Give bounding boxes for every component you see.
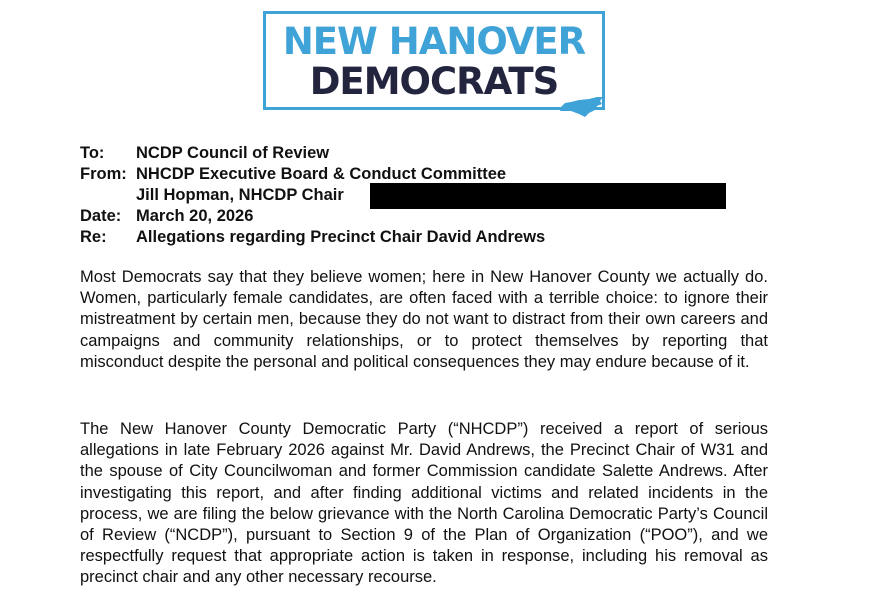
from-value-line1: NHCDP Executive Board & Conduct Committee (136, 165, 507, 183)
logo-line-new-hanover: NEW HANOVER (282, 20, 586, 63)
logo (263, 11, 605, 110)
north-carolina-map-icon (559, 96, 605, 118)
re-value: Allegations regarding Precinct Chair David Andrews (136, 228, 546, 246)
body-paragraph-1: Most Democrats say that they believe women; here in New Hanover County we actually do. Women, particularly female candidates, are often faced with a terrible choice: to ignore their mistreatment by certain men, because they do not want to distract from their own careers and campaigns and community relationships, or to protect themselves by reporting that misconduct despite the personal and political consequences they may endure because of it. (80, 268, 768, 371)
re-label: Re: (80, 228, 107, 246)
logo-line-democrats: DEMOCRATS (309, 60, 559, 103)
to-label: To: (80, 144, 105, 162)
date-label: Date: (80, 207, 122, 225)
to-value: NCDP Council of Review (136, 144, 330, 162)
redaction-bar (370, 183, 726, 209)
from-value-line2: Jill Hopman, NHCDP Chair (136, 186, 344, 204)
from-label: From: (80, 165, 127, 183)
date-value: March 20, 2026 (136, 207, 254, 225)
body-paragraph-2: The New Hanover County Democratic Party (“NHCDP”) received a report of serious allegations in late February 2026 against Mr. David Andrews, the Precinct Chair of W31 and the spouse of City Councilwoman and former Commission candidate Salette Andrews. After investigating this report, and after finding additional victims and related incidents in the process, we are filing the below grievance with the North Carolina Democratic Party’s Council of Review (“NCDP”), pursuant to Section 9 of the Plan of Organization (“POO”), and we respectfully request that appropriate action is taken in response, including his removal as precinct chair and any other necessary recourse. (80, 420, 768, 587)
